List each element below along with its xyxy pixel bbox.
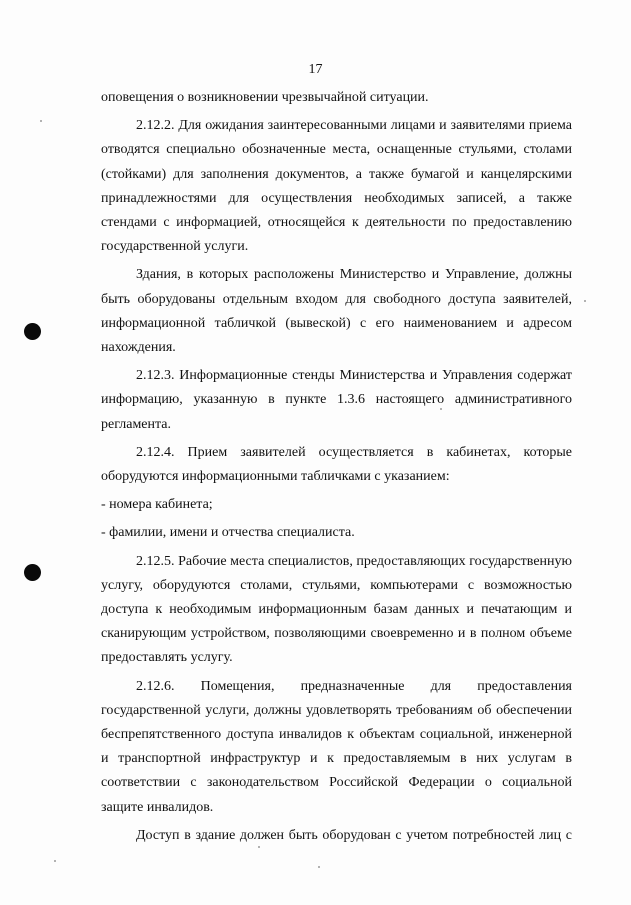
list-item-specialist-name: - фамилии, имени и отчества специалиста. — [101, 525, 355, 541]
document-body — [101, 86, 572, 848]
paragraph-2-12-2: 2.12.2. Для ожидания заинтересованными лицами и заявителями приема отводятся специально обозначенные места, оснащенные стульями, столами (стойками) для заполнения документов, а также бумагой и канцелярскими принадлежностями для осуществления необходимых записей, а также стендами с информацией, относящейся к деятельности по предоставлению государственной услуги. — [101, 118, 572, 255]
scan-speck — [40, 120, 42, 122]
scan-speck — [318, 866, 320, 868]
scan-speck — [54, 860, 56, 862]
paragraph-2-12-4: 2.12.4. Прием заявителей осуществляется в кабинетах, которые оборудуются информационными табличками с указанием: — [101, 444, 572, 485]
punch-hole-lower — [24, 564, 41, 581]
paragraph-access: Доступ в здание должен быть оборудован с учетом потребностей лиц с — [136, 827, 572, 843]
scan-speck — [440, 408, 442, 410]
paragraph-2-12-5: 2.12.5. Рабочие места специалистов, предоставляющих государственную услугу, оборудуются столами, стульями, компьютерами с возможностью доступа к необходимым информационным базам данных и печатающим и сканирующим устройством, позволяющими своевременно и в полном объеме предоставлять услугу. — [101, 553, 572, 666]
paragraph-2-12-3: 2.12.3. Информационные стенды Министерства и Управления содержат информацию, указанную в пункте 1.3.6 настоящего административного регламента. — [101, 368, 572, 432]
page-number: 17 — [308, 62, 323, 77]
punch-hole-upper — [24, 323, 41, 340]
scan-speck — [584, 300, 586, 302]
list-item-cabinet-number: - номера кабинета; — [101, 497, 213, 513]
paragraph-2-12-6: 2.12.6. Помещения, предназначенные для предоставления государственной услуги, должны удовлетворять требованиям об обеспечении беспрепятственного доступа инвалидов к объектам социальной, инженерной и транспортной инфраструктур и к предоставляемым в них услугам в соответствии с законодательством Российской Федерации о социальной защите инвалидов. — [101, 678, 572, 815]
scan-speck — [258, 846, 260, 848]
paragraph-buildings: Здания, в которых расположены Министерство и Управление, должны быть оборудованы отдельным входом для свободного доступа заявителей, информационной табличкой (вывеской) с его наименованием и адресом нахождения. — [101, 267, 572, 356]
paragraph-continuation: оповещения о возникновении чрезвычайной ситуации. — [101, 90, 429, 105]
